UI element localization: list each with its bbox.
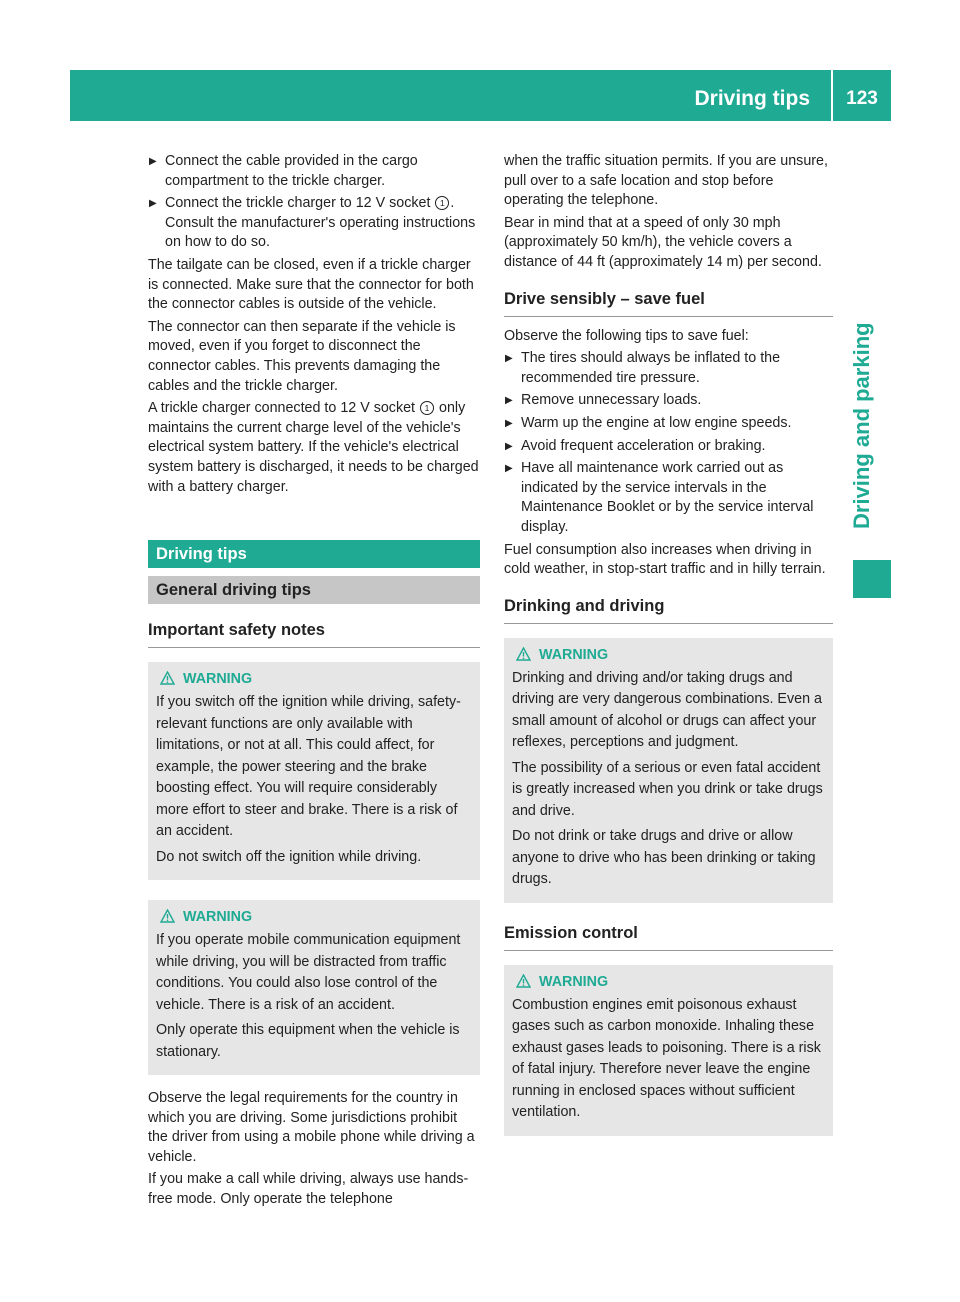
paragraph: Observe the following tips to save fuel:	[504, 327, 749, 344]
fuel-tip-text: The tires should always be inflated to the recommended tire pressure.	[521, 350, 781, 386]
warning-triangle-icon	[160, 909, 175, 923]
warning-header	[512, 644, 825, 666]
step-arrow-icon: ▶	[149, 198, 157, 210]
left-column	[148, 152, 480, 1213]
fuel-tip	[504, 459, 833, 537]
section-title: Driving tips	[148, 540, 480, 568]
paragraph: The tailgate can be closed, even if a trickle charger is connected. Make sure that the connector for both the connector cables is outside of the vehicle.	[148, 256, 474, 313]
warning-header	[156, 668, 472, 690]
step-arrow-icon: ▶	[505, 395, 513, 407]
step-text: Connect the cable provided in the cargo compartment to the trickle charger.	[165, 153, 418, 189]
paragraph: Fuel consumption also increases when driving in cold weather, in stop-start traffic and in hilly terrain.	[504, 541, 826, 578]
warning-text: Do not drink or take drugs and drive or allow anyone to drive who has been drinking or taking drugs.	[512, 828, 816, 888]
chapter-tab-label: Driving and parking	[849, 322, 874, 530]
page-title: Driving tips	[694, 87, 810, 110]
socket-marker-icon: 1	[420, 401, 434, 415]
page-number: 123	[846, 88, 878, 109]
warning-text: Only operate this equipment when the vehicle is stationary.	[156, 1022, 460, 1060]
warning-box	[148, 900, 480, 1075]
paragraph: The connector can then separate if the vehicle is moved, even if you forget to disconnect the connector cables. This prevents damaging the cables and the trickle charger.	[148, 318, 456, 394]
step-arrow-icon: ▶	[505, 463, 513, 475]
warning-label: WARNING	[183, 671, 253, 688]
warning-label: WARNING	[183, 909, 253, 926]
heading-safety-notes: Important safety notes	[148, 614, 480, 648]
fuel-tip	[504, 391, 833, 411]
step-arrow-icon: ▶	[149, 156, 157, 167]
paragraph-text: A trickle charger connected to 12 V socket	[148, 400, 416, 417]
fuel-tip-text: Have all maintenance work carried out as indicated by the service intervals in the Maintenance Booklet or by the service interval display.	[521, 460, 814, 535]
warning-header	[512, 971, 825, 993]
warning-box	[504, 638, 833, 903]
fuel-tip	[504, 414, 833, 434]
fuel-tip-text: Remove unnecessary loads.	[521, 392, 702, 409]
subsection-title: General driving tips	[148, 576, 480, 604]
warning-label: WARNING	[539, 646, 609, 663]
fuel-tip-text: Warm up the engine at low engine speeds.	[521, 414, 792, 431]
heading-save-fuel: Drive sensibly – save fuel	[504, 283, 833, 317]
warning-box	[148, 662, 480, 880]
fuel-tip	[504, 349, 833, 388]
warning-text: If you switch off the ignition while driving, safety-relevant functions are only available with limitations, or not at all. This could affect, for example, the power steering and the brake boosting effect. You will require considerably more effort to steer and brake. There is a risk of an accident.	[156, 694, 461, 840]
warning-label: WARNING	[539, 973, 609, 990]
socket-marker-icon: 1	[435, 196, 449, 210]
warning-text: Do not switch off the ignition while driving.	[156, 848, 422, 865]
paragraph	[148, 399, 480, 497]
warning-triangle-icon	[516, 974, 531, 988]
fuel-tip	[504, 437, 833, 457]
warning-triangle-icon	[160, 671, 175, 685]
step-text: . Consult the manufacturer's operating instructions on how to do so.	[165, 195, 476, 251]
paragraph: when the traffic situation permits. If you are unsure, pull over to a safe location and stop before operating the telephone.	[504, 153, 828, 209]
warning-header	[156, 906, 472, 928]
step-arrow-icon: ▶	[505, 353, 513, 365]
chapter-tab-marker	[853, 560, 891, 598]
warning-text: The possibility of a serious or even fatal accident is greatly increased when you drink or take drugs and drive.	[512, 759, 823, 819]
heading-drinking-driving: Drinking and driving	[504, 590, 833, 624]
paragraph: If you make a call while driving, always use hands-free mode. Only operate the telephone	[148, 1171, 469, 1208]
warning-text: If you operate mobile communication equipment while driving, you will be distracted from traffic conditions. You could also lose control of the vehicle. There is a risk of an accident.	[156, 932, 461, 1013]
instruction-step	[148, 152, 480, 191]
warning-box	[504, 965, 833, 1136]
fuel-tip-text: Avoid frequent acceleration or braking.	[521, 437, 766, 454]
step-arrow-icon: ▶	[505, 440, 513, 452]
step-arrow-icon: ▶	[505, 417, 513, 429]
heading-emission-control: Emission control	[504, 917, 833, 951]
instruction-step	[148, 194, 480, 253]
step-text: Connect the trickle charger to 12 V socket	[165, 195, 431, 212]
paragraph: Observe the legal requirements for the country in which you are driving. Some jurisdictions prohibit the driver from using a mobile phone while driving a vehicle.	[148, 1090, 475, 1165]
paragraph-text: only maintains the current charge level of the vehicle's electrical system battery. If the vehicle's electrical system battery is discharged, it needs to be charged with a battery charger.	[148, 400, 479, 495]
paragraph: Bear in mind that at a speed of only 30 mph (approximately 50 km/h), the vehicle covers a distance of 44 ft (approximately 14 m) per second.	[504, 214, 822, 270]
warning-text: Combustion engines emit poisonous exhaust gases such as carbon monoxide. Inhaling these exhaust gases leads to poisoning. There is a risk of fatal injury. Therefore never leave the engine running in enclosed spaces without sufficient ventilation.	[512, 996, 821, 1121]
right-column	[504, 152, 833, 1150]
warning-text: Drinking and driving and/or taking drugs and driving are very dangerous combinations. Even a small amount of alcohol or drugs can affect your reflexes, perceptions and judgment.	[512, 669, 822, 751]
warning-triangle-icon	[516, 647, 531, 661]
